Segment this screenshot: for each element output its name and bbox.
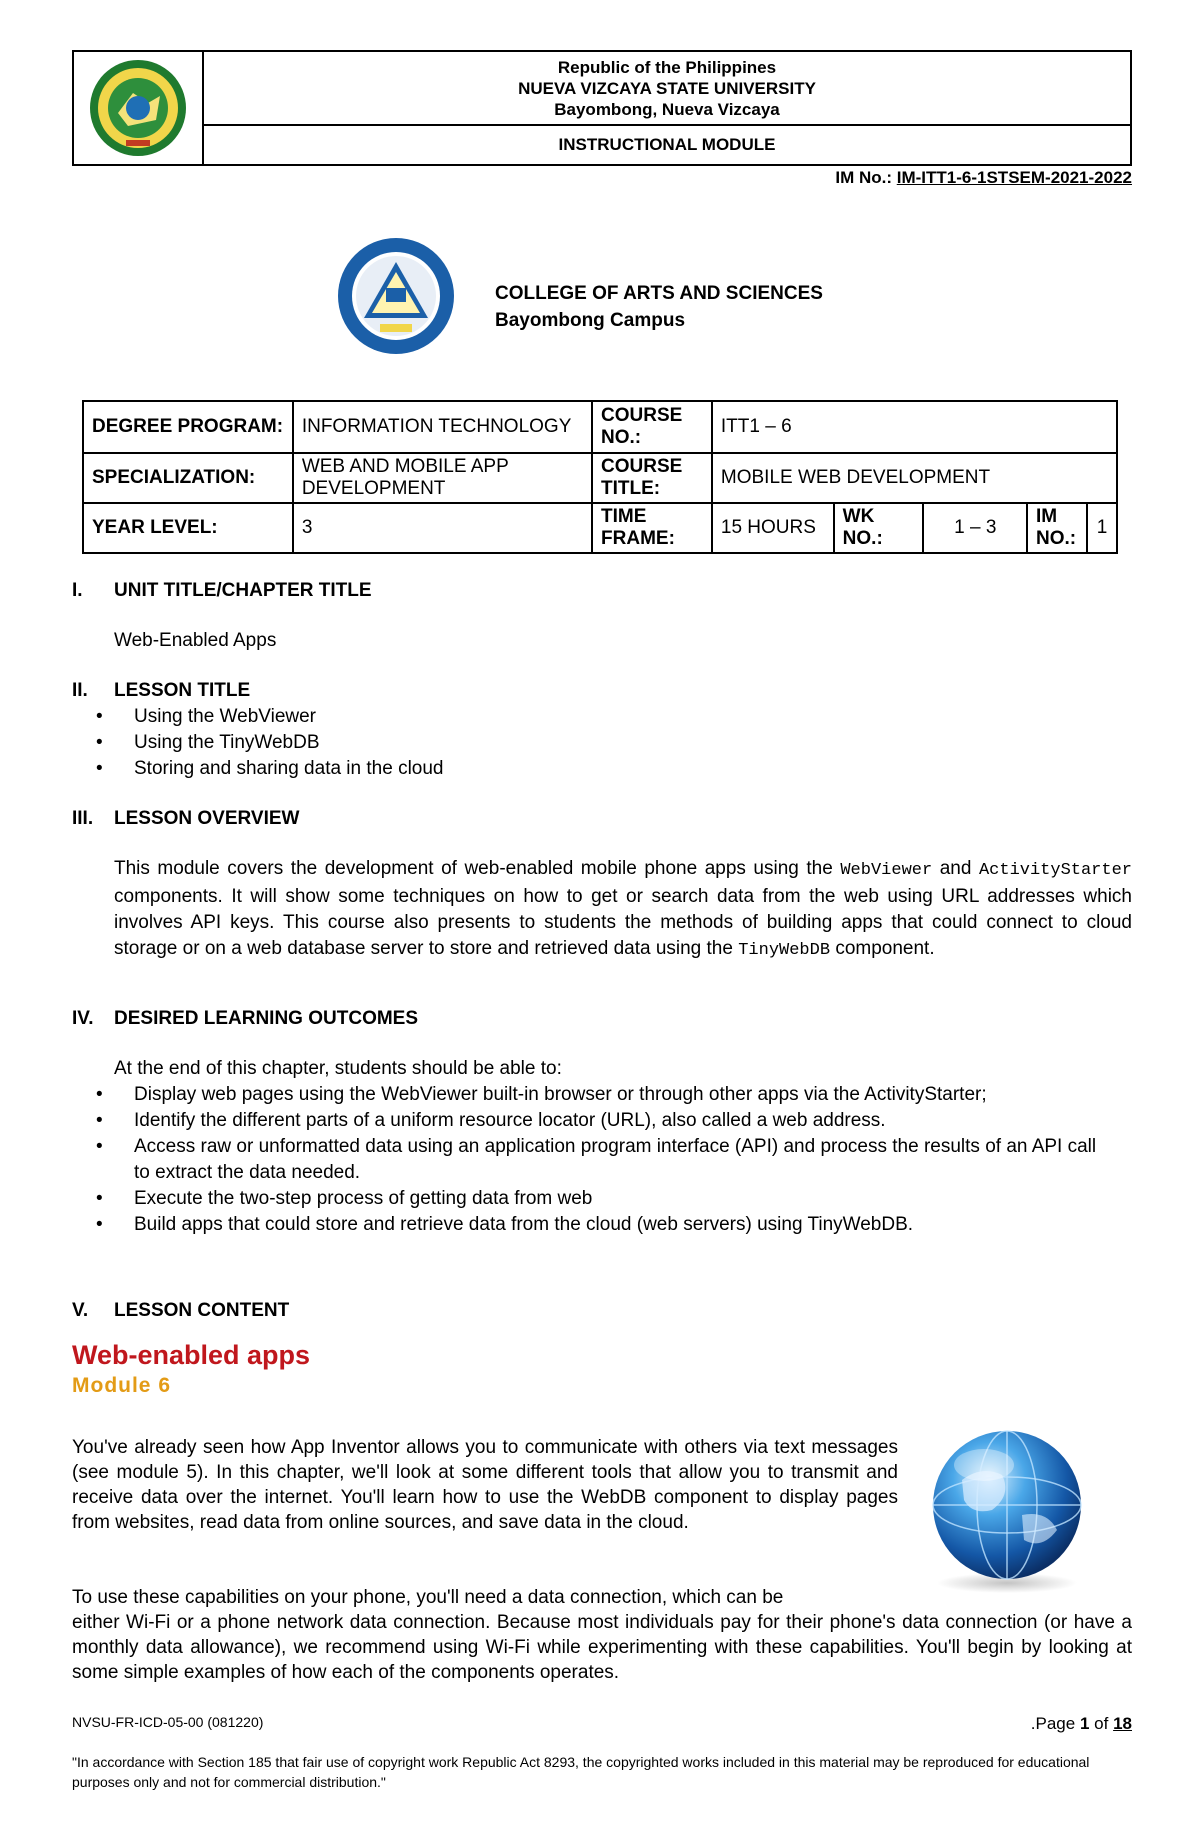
- wk-no-label: WK NO.:: [834, 503, 924, 553]
- list-item: • Using the WebViewer: [134, 704, 1132, 730]
- section-learning-outcomes: IV. DESIRED LEARNING OUTCOMES At the end of this chapter, students should be able to: • Display web pages using the WebViewer built-in browser or through other apps via the ActivityStarter; • Identify the different parts of a uniform resource locator (URL), also called a web address. • Access raw or unformatted data using an application program interface (API) and process the results of an API call to extract the data needed. • Execute the two-step process of getting data from web • Build apps that could store and retrieve data from the cloud (web servers) using TinyWebDB.: [72, 1006, 1132, 1238]
- form-code: NVSU-FR-ICD-05-00 (081220): [72, 1714, 264, 1730]
- specialization-label: SPECIALIZATION:: [83, 453, 293, 503]
- list-item: • Using the TinyWebDB: [134, 730, 1132, 756]
- list-item: • Identify the different parts of a uniform resource locator (URL), also called a web address.: [134, 1108, 1110, 1134]
- list-item: • Execute the two-step process of getting data from web: [134, 1186, 1110, 1212]
- course-title-label: COURSE TITLE:: [592, 453, 712, 503]
- college-name: COLLEGE OF ARTS AND SCIENCES: [495, 283, 823, 304]
- header-line-2: NUEVA VIZCAYA STATE UNIVERSITY: [518, 78, 816, 98]
- year-level-value: 3: [293, 503, 592, 553]
- wk-no-value: 1 – 3: [923, 503, 1027, 553]
- list-item: • Access raw or unformatted data using an application program interface (API) and process the results of an API call to extract the data needed.: [134, 1134, 1110, 1186]
- page-number: .Page 1 of 18: [1030, 1714, 1132, 1733]
- im-number: IM No.: IM-ITT1-6-1STSEM-2021-2022: [835, 168, 1132, 187]
- course-info-table: [82, 400, 1118, 554]
- section-heading: UNIT TITLE/CHAPTER TITLE: [114, 580, 372, 601]
- time-frame-label: TIME FRAME:: [592, 503, 712, 553]
- code-webviewer: WebViewer: [840, 861, 933, 880]
- header-line-3: Bayombong, Nueva Vizcaya: [554, 99, 780, 119]
- list-item: • Build apps that could store and retrieve data from the cloud (web servers) using TinyWebDB.: [134, 1212, 1110, 1238]
- outcomes-list: [72, 1082, 1132, 1238]
- section-heading: LESSON TITLE: [114, 680, 251, 701]
- document-header: [72, 50, 1132, 166]
- content-subheading: Module 6: [72, 1374, 172, 1397]
- university-seal-icon: [74, 52, 204, 164]
- college-campus: Bayombong Campus: [495, 310, 686, 331]
- content-paragraph-2: To use these capabilities on your phone, you'll need a data connection, which can be either Wi-Fi or a phone network data connection. Because most individuals pay for their phone's data connection (or have a monthly data allowance), we recommend using Wi-Fi while experimenting with these capabilities. You'll begin by looking at some simple examples of how each of the components operates.: [72, 1587, 1132, 1683]
- degree-label: DEGREE PROGRAM:: [83, 401, 293, 453]
- time-frame-value: 15 HOURS: [712, 503, 834, 553]
- copyright-notice: "In accordance with Section 185 that fair use of copyright work Republic Act 8293, the copyrighted works included in this material may be reproduced for educational purposes only and not for commercial distribution.": [72, 1754, 1090, 1790]
- im-no-label: IM NO.:: [1027, 503, 1087, 553]
- outcomes-intro: At the end of this chapter, students should be able to:: [114, 1058, 562, 1079]
- college-seal-icon: [336, 236, 456, 361]
- year-level-label: YEAR LEVEL:: [83, 503, 293, 553]
- college-info: [495, 280, 823, 334]
- globe-icon: [912, 1425, 1102, 1600]
- lesson-title-list: [72, 704, 1132, 782]
- overview-paragraph: This module covers the development of web-enabled mobile phone apps using the WebViewer and ActivityStarter components. It will show some techniques on how to get or search data from the web using URL addresses which involves API keys. This course also presents to students the methods of building apps that could connect to cloud storage or on a web database server to store and retrieved data using the TinyWebDB component.: [114, 858, 1132, 960]
- im-no-value: 1: [1087, 503, 1117, 553]
- page-footer: [72, 1714, 1132, 1734]
- course-no-value: ITT1 – 6: [712, 401, 1117, 453]
- code-tinywebdb: TinyWebDB: [738, 941, 831, 960]
- header-line-1: Republic of the Philippines: [557, 57, 777, 77]
- degree-value: INFORMATION TECHNOLOGY: [293, 401, 592, 453]
- code-activitystarter: ActivityStarter: [978, 861, 1132, 880]
- content-heading: Web-enabled apps: [72, 1340, 311, 1370]
- section-heading: LESSON OVERVIEW: [114, 808, 300, 829]
- section-lesson-content: V. LESSON CONTENT: [72, 1298, 1132, 1324]
- course-title-value: MOBILE WEB DEVELOPMENT: [712, 453, 1117, 503]
- course-no-label: COURSE NO.:: [592, 401, 712, 453]
- list-item: • Display web pages using the WebViewer built-in browser or through other apps via the ActivityStarter;: [134, 1082, 1110, 1108]
- section-heading: DESIRED LEARNING OUTCOMES: [114, 1008, 419, 1029]
- list-item: • Storing and sharing data in the cloud: [134, 756, 1132, 782]
- section-heading: LESSON CONTENT: [114, 1300, 290, 1321]
- section-unit-title: I. UNIT TITLE/CHAPTER TITLE Web-Enabled Apps: [72, 578, 1132, 654]
- content-paragraph-1: You've already seen how App Inventor allows you to communicate with others via text messages (see module 5). In this chapter, we'll look at some different tools that allow you to transmit and receive data over the internet. You'll learn how to use the WebDB component to display pages from websites, read data from online sources, and save data in the cloud.: [72, 1437, 898, 1533]
- im-number-value: IM-ITT1-6-1STSEM-2021-2022: [896, 168, 1132, 187]
- specialization-value: WEB AND MOBILE APP DEVELOPMENT: [293, 453, 592, 503]
- section-lesson-title: II. LESSON TITLE • Using the WebViewer • Using the TinyWebDB • Storing and sharing data in the cloud: [72, 678, 1132, 782]
- unit-title-text: Web-Enabled Apps: [114, 630, 277, 651]
- module-type: INSTRUCTIONAL MODULE: [558, 135, 776, 154]
- section-lesson-overview: III. LESSON OVERVIEW This module covers the development of web-enabled mobile phone apps using the WebViewer and ActivityStarter components. It will show some techniques on how to get or search data from the web using URL addresses which involves API keys. This course also presents to students the methods of building apps that could connect to cloud storage or on a web database server to store and retrieved data using the TinyWebDB component.: [72, 806, 1132, 964]
